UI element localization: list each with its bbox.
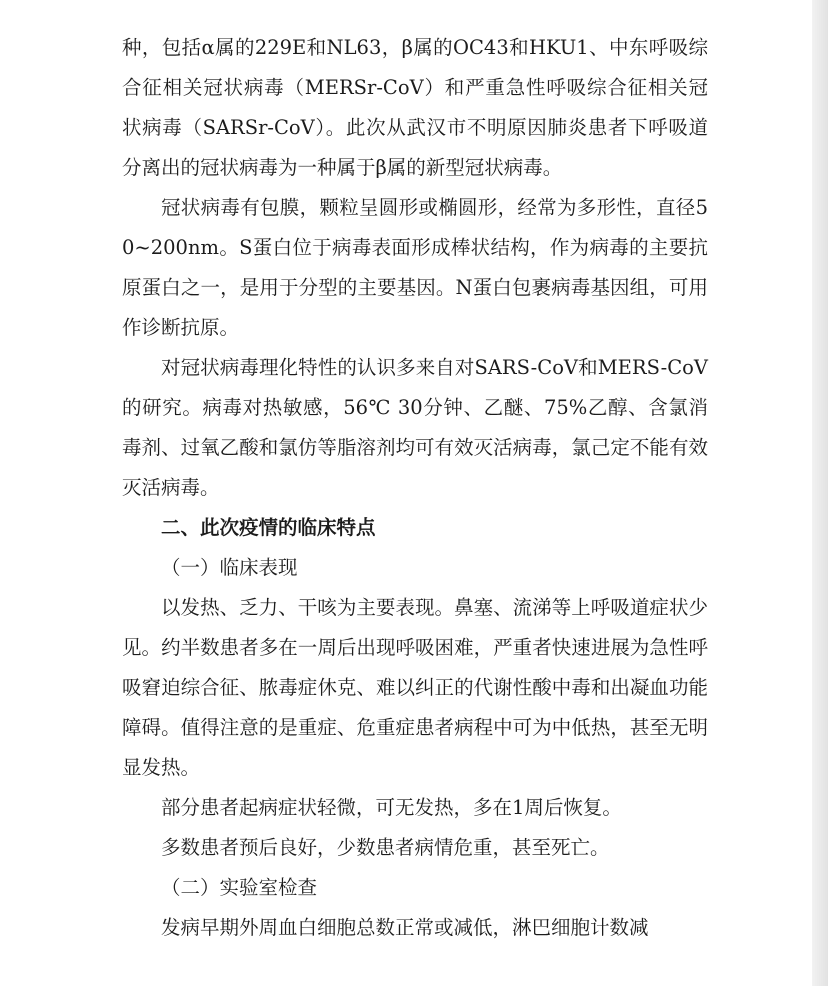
page-edge-shadow: [812, 0, 828, 986]
subsection-heading-clinical-manifestations: （一）临床表现: [161, 556, 298, 579]
paragraph-physicochemical-properties: 对冠状病毒理化特性的认识多来自对SARS-CoV和MERS-CoV的研究。病毒对热敏感，56℃ 30分钟、乙醚、75%乙醇、含氯消毒剂、过氧乙酸和氯仿等脂溶剂均可有效灭活病毒，氯己定不能有效灭活病毒。: [122, 356, 708, 499]
paragraph-coronavirus-genera: 种，包括α属的229E和NL63，β属的OC43和HKU1、中东呼吸综合征相关冠状病毒（MERSr-CoV）和严重急性呼吸综合征相关冠状病毒（SARSr-CoV）。此次从武汉市不明原因肺炎患者下呼吸道分离出的冠状病毒为一种属于β属的新型冠状病毒。: [122, 36, 708, 179]
paragraph-mild-cases: 部分患者起病症状轻微，可无发热，多在1周后恢复。: [161, 796, 622, 819]
subsection-heading-laboratory-tests: （二）实验室检查: [161, 876, 318, 899]
paragraph-virus-morphology: 冠状病毒有包膜，颗粒呈圆形或椭圆形，经常为多形性，直径50~200nm。S蛋白位于病毒表面形成棒状结构，作为病毒的主要抗原蛋白之一，是用于分型的主要基因。N蛋白包裹病毒基因组，可用作诊断抗原。: [122, 196, 708, 339]
paragraph-main-symptoms: 以发热、乏力、干咳为主要表现。鼻塞、流涕等上呼吸道症状少见。约半数患者多在一周后出现呼吸困难，严重者快速进展为急性呼吸窘迫综合征、脓毒症休克、难以纠正的代谢性酸中毒和出凝血功能障碍。值得注意的是重症、危重症患者病程中可为中低热，甚至无明显发热。: [122, 596, 708, 779]
paragraph-blood-counts: 发病早期外周血白细胞总数正常或减低，淋巴细胞计数减: [161, 916, 649, 939]
document-body: [122, 28, 708, 948]
paragraph-prognosis: 多数患者预后良好，少数患者病情危重，甚至死亡。: [161, 836, 610, 859]
section-heading-clinical-features: 二、此次疫情的临床特点: [161, 516, 376, 539]
